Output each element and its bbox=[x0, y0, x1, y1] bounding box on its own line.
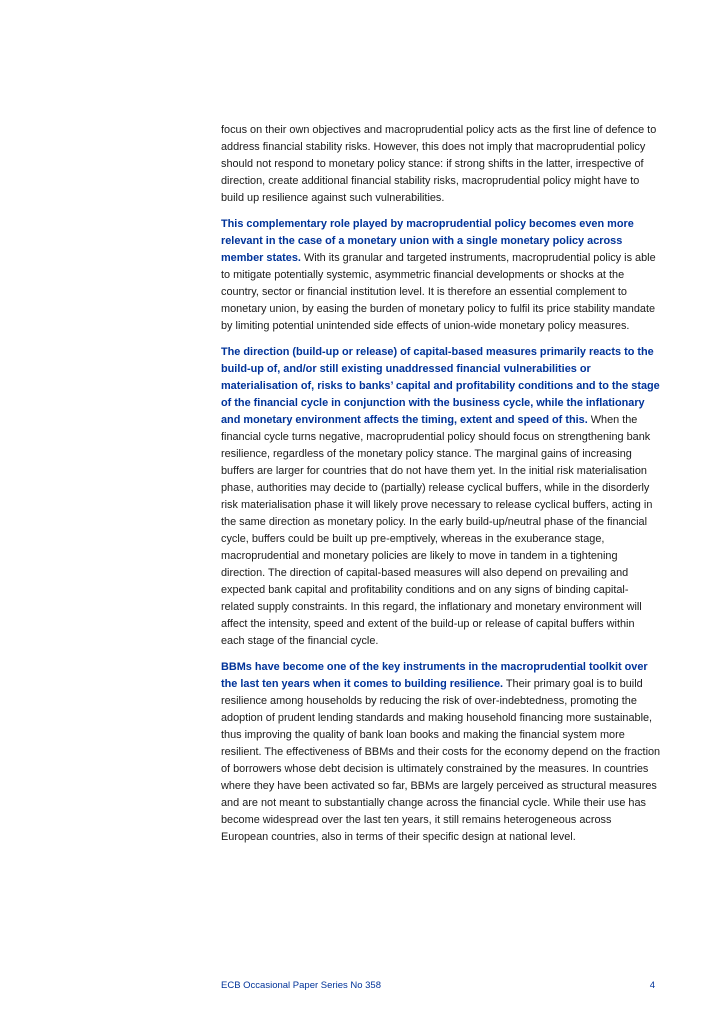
document-body bbox=[221, 122, 661, 855]
paragraph-1-body: focus on their own objectives and macroprudential policy acts as the first line of defence to address financial stability risks. However, this does not imply that macroprudential policy should not respond to monetary policy stance: if strong shifts in the latter, irrespective of direction, create additional financial stability risks, macroprudential policy might have to build up resilience against such vulnerabilities. bbox=[221, 124, 657, 204]
paragraph-4 bbox=[221, 659, 661, 846]
footer-series-title: ECB Occasional Paper Series No 358 bbox=[221, 980, 381, 991]
paragraph-4-lead: BBMs have become one of the key instruments in the macroprudential toolkit over the last ten years when it comes to building resilience. bbox=[221, 661, 648, 690]
paragraph-2-lead: This complementary role played by macroprudential policy becomes even more relevant in the case of a monetary union with a single monetary policy across member states. bbox=[221, 218, 634, 264]
page-footer bbox=[221, 980, 655, 991]
paragraph-3-lead: The direction (build-up or release) of capital-based measures primarily reacts to the build-up of, and/or still existing unaddressed financial vulnerabilities or materialisation of, risks to banks’ capital and profitability conditions and to the stage of the financial cycle in conjunction with the business cycle, while the inflationary and monetary environment affects the timing, extent and speed of this. bbox=[221, 346, 660, 426]
paragraph-3-body: When the financial cycle turns negative, macroprudential policy should focus on strengthening bank resilience, regardless of the monetary policy stance. The marginal gains of increasing buffers are larger for countries that do not have them yet. In the initial risk materialisation phase, authorities may decide to (partially) release cyclical buffers, while in the disorderly risk materialisation phase it will likely prove necessary to release cyclical buffers, acting in the same direction as monetary policy. In the early build-up/neutral phase of the financial cycle, buffers could be built up pre-emptively, whereas in the exuberance stage, macroprudential and monetary policies are likely to move in tandem in a tightening direction. The direction of capital-based measures will also depend on prevailing and expected bank capital and profitability conditions and on any signs of binding capital-related supply constraints. In this regard, the inflationary and monetary environment will affect the intensity, speed and extent of the build-up or release of capital buffers within each stage of the financial cycle. bbox=[221, 414, 653, 647]
paragraph-1 bbox=[221, 122, 661, 207]
paragraph-4-body: Their primary goal is to build resilience among households by reducing the risk of over-indebtedness, promoting the adoption of prudent lending standards and making household financing more sustainable, thus improving the quality of bank loan books and making the financial system more resilient. The effectiveness of BBMs and their costs for the economy depend on the fraction of borrowers whose debt decision is ultimately constrained by the measures. In countries where they have been activated so far, BBMs are largely perceived as structural measures and are not meant to substantially change across the financial cycle. While their use has become widespread over the last ten years, it still remains heterogeneous across European countries, also in terms of their specific design at national level. bbox=[221, 678, 661, 843]
paragraph-3 bbox=[221, 344, 661, 650]
paragraph-2 bbox=[221, 216, 661, 335]
paragraph-2-body: With its granular and targeted instruments, macroprudential policy is able to mitigate potentially systemic, asymmetric financial developments or shocks at the country, sector or financial institution level. It is therefore an essential complement to monetary union, by easing the burden of monetary policy to fulfil its price stability mandate by limiting potential unintended side effects of union-wide monetary policy measures. bbox=[221, 252, 656, 332]
footer-page-number: 4 bbox=[649, 980, 655, 991]
